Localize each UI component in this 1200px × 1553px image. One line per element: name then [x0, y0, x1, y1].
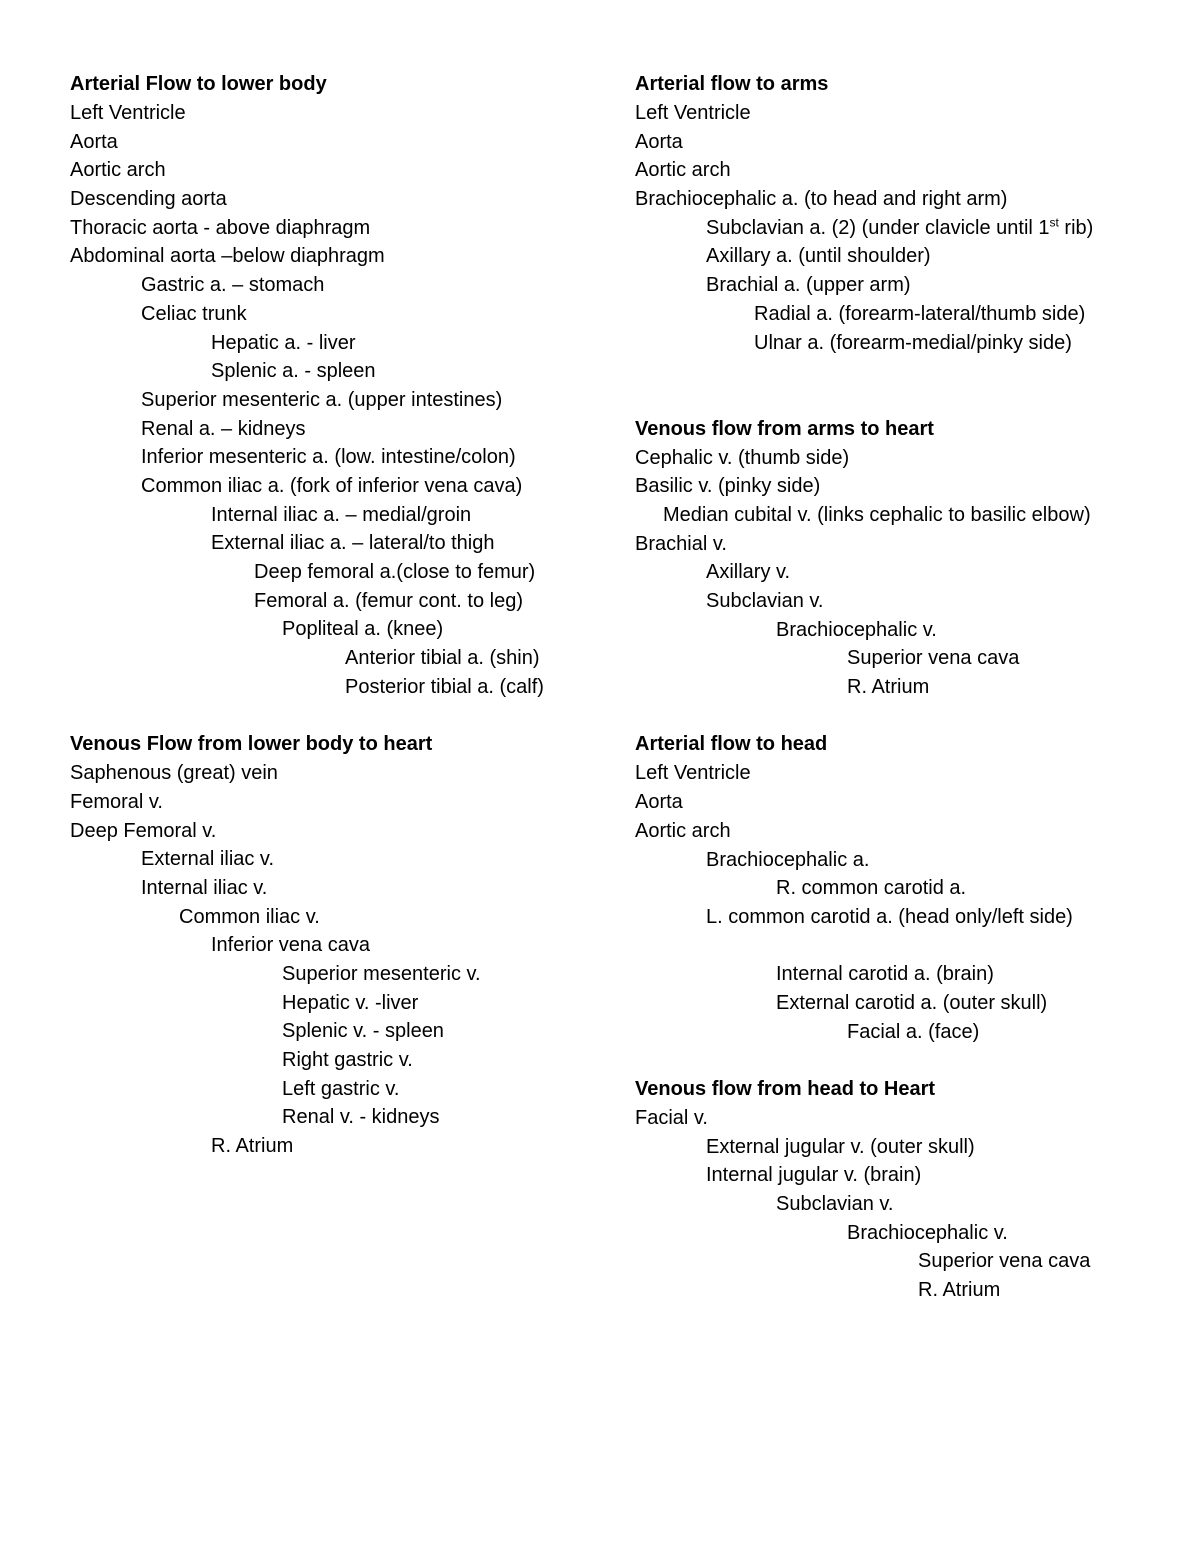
list-item-text: Subclavian a. (2) (under clavicle until 1	[706, 216, 1050, 239]
list-item: Celiac trunk	[141, 302, 247, 325]
spacer	[635, 386, 1175, 415]
superscript: st	[1049, 215, 1059, 230]
list-item: Splenic v. - spleen	[282, 1020, 444, 1043]
arterial-arms-section	[635, 70, 1175, 357]
section-title: Arterial flow to arms	[635, 73, 829, 95]
list-item: External iliac v.	[141, 848, 275, 871]
list-item: External iliac a. – lateral/to thigh	[211, 532, 495, 555]
left-column	[70, 70, 600, 1161]
spacer	[635, 702, 1175, 731]
list-item: Brachiocephalic v.	[847, 1221, 1008, 1244]
list-item: Femoral v.	[70, 790, 163, 813]
list-item: Cephalic v. (thumb side)	[635, 446, 850, 469]
list-item-text: rib)	[1058, 216, 1094, 239]
list-item: Axillary v.	[706, 561, 791, 584]
list-item: Brachiocephalic a. (to head and right arm)	[635, 188, 1008, 211]
list-item: Common iliac a. (fork of inferior vena cava)	[141, 474, 523, 497]
list-item: R. Atrium	[918, 1279, 1001, 1302]
list-item: Descending aorta	[70, 188, 227, 211]
list-item: Anterior tibial a. (shin)	[345, 647, 540, 670]
list-item: Brachial v.	[635, 532, 727, 555]
list-item: Aortic arch	[635, 819, 731, 842]
list-item: Superior vena cava	[918, 1250, 1091, 1273]
list-item: Saphenous (great) vein	[70, 762, 278, 785]
spacer	[635, 932, 1175, 961]
section-title: Arterial Flow to lower body	[70, 73, 327, 95]
list-item: Aortic arch	[635, 159, 731, 182]
list-item: Thoracic aorta - above diaphragm	[70, 216, 371, 239]
right-column	[635, 70, 1175, 1305]
list-item: Gastric a. – stomach	[141, 274, 325, 297]
list-item: Ulnar a. (forearm-medial/pinky side)	[754, 331, 1072, 354]
list-item: R. Atrium	[211, 1135, 294, 1158]
section-title: Arterial flow to head	[635, 733, 828, 756]
list-item: Deep Femoral v.	[70, 819, 217, 842]
list-item: Deep femoral a.(close to femur)	[254, 561, 536, 583]
list-item: Subclavian v.	[706, 590, 824, 612]
spacer	[70, 701, 600, 730]
list-item: External jugular v. (outer skull)	[706, 1135, 975, 1158]
list-item: Hepatic v. -liver	[282, 991, 419, 1014]
list-item: R. Atrium	[847, 676, 930, 699]
list-item: Aorta	[70, 130, 118, 153]
list-item: Internal jugular v. (brain)	[706, 1164, 922, 1187]
list-item: Inferior mesenteric a. (low. intestine/colon)	[141, 446, 516, 469]
list-item: Right gastric v.	[282, 1049, 413, 1071]
venous-head-section	[635, 1075, 1175, 1305]
spacer	[635, 357, 1175, 386]
list-item: Common iliac v.	[179, 905, 320, 928]
list-item: Aorta	[635, 791, 683, 814]
section-title: Venous flow from head to Heart	[635, 1078, 936, 1100]
list-item: Renal v. - kidneys	[282, 1106, 440, 1129]
list-item: Hepatic a. - liver	[211, 331, 356, 354]
list-item: Brachiocephalic v.	[776, 618, 937, 641]
list-item: Aortic arch	[70, 159, 166, 182]
list-item: Axillary a. (until shoulder)	[706, 245, 931, 268]
list-item: External carotid a. (outer skull)	[776, 991, 1048, 1014]
list-item: Median cubital v. (links cephalic to basilic elbow)	[663, 503, 1091, 526]
section-title: Venous flow from arms to heart	[635, 417, 934, 440]
section-title: Venous Flow from lower body to heart	[70, 733, 433, 756]
arterial-head-section	[635, 730, 1175, 1046]
list-item: Internal iliac a. – medial/groin	[211, 503, 472, 526]
list-item: Femoral a. (femur cont. to leg)	[254, 589, 523, 612]
list-item: Radial a. (forearm-lateral/thumb side)	[754, 302, 1086, 325]
list-item: Internal carotid a. (brain)	[776, 963, 994, 986]
list-item: Left Ventricle	[635, 102, 751, 124]
list-item: Brachiocephalic a.	[706, 848, 870, 871]
list-item: Abdominal aorta –below diaphragm	[70, 245, 385, 268]
list-item: Posterior tibial a. (calf)	[345, 675, 544, 698]
list-item: R. common carotid a.	[776, 877, 967, 900]
venous-arms-section	[635, 415, 1175, 702]
venous-lower-section	[70, 730, 600, 1161]
list-item: Superior mesenteric v.	[282, 962, 481, 985]
list-item: Subclavian v.	[776, 1193, 894, 1216]
list-item: Internal iliac v.	[141, 876, 268, 899]
list-item: Aorta	[635, 130, 683, 153]
list-item: Superior vena cava	[847, 647, 1020, 670]
arterial-lower-section	[70, 70, 600, 701]
list-item: Facial v.	[635, 1107, 708, 1129]
list-item: Inferior vena cava	[211, 934, 370, 957]
spacer	[635, 1046, 1175, 1075]
list-item: Facial a. (face)	[847, 1020, 980, 1043]
list-item: Left Ventricle	[70, 102, 186, 124]
list-item: Splenic a. - spleen	[211, 360, 376, 383]
list-item: Brachial a. (upper arm)	[706, 274, 911, 297]
list-item: Popliteal a. (knee)	[282, 618, 444, 641]
list-item: Renal a. – kidneys	[141, 417, 306, 440]
list-item: Left Ventricle	[635, 762, 751, 785]
list-item: Basilic v. (pinky side)	[635, 475, 821, 498]
list-item: Left gastric v.	[282, 1077, 400, 1100]
list-item	[635, 214, 1175, 243]
list-item: Superior mesenteric a. (upper intestines)	[141, 388, 503, 411]
list-item: L. common carotid a. (head only/left side)	[706, 905, 1073, 928]
